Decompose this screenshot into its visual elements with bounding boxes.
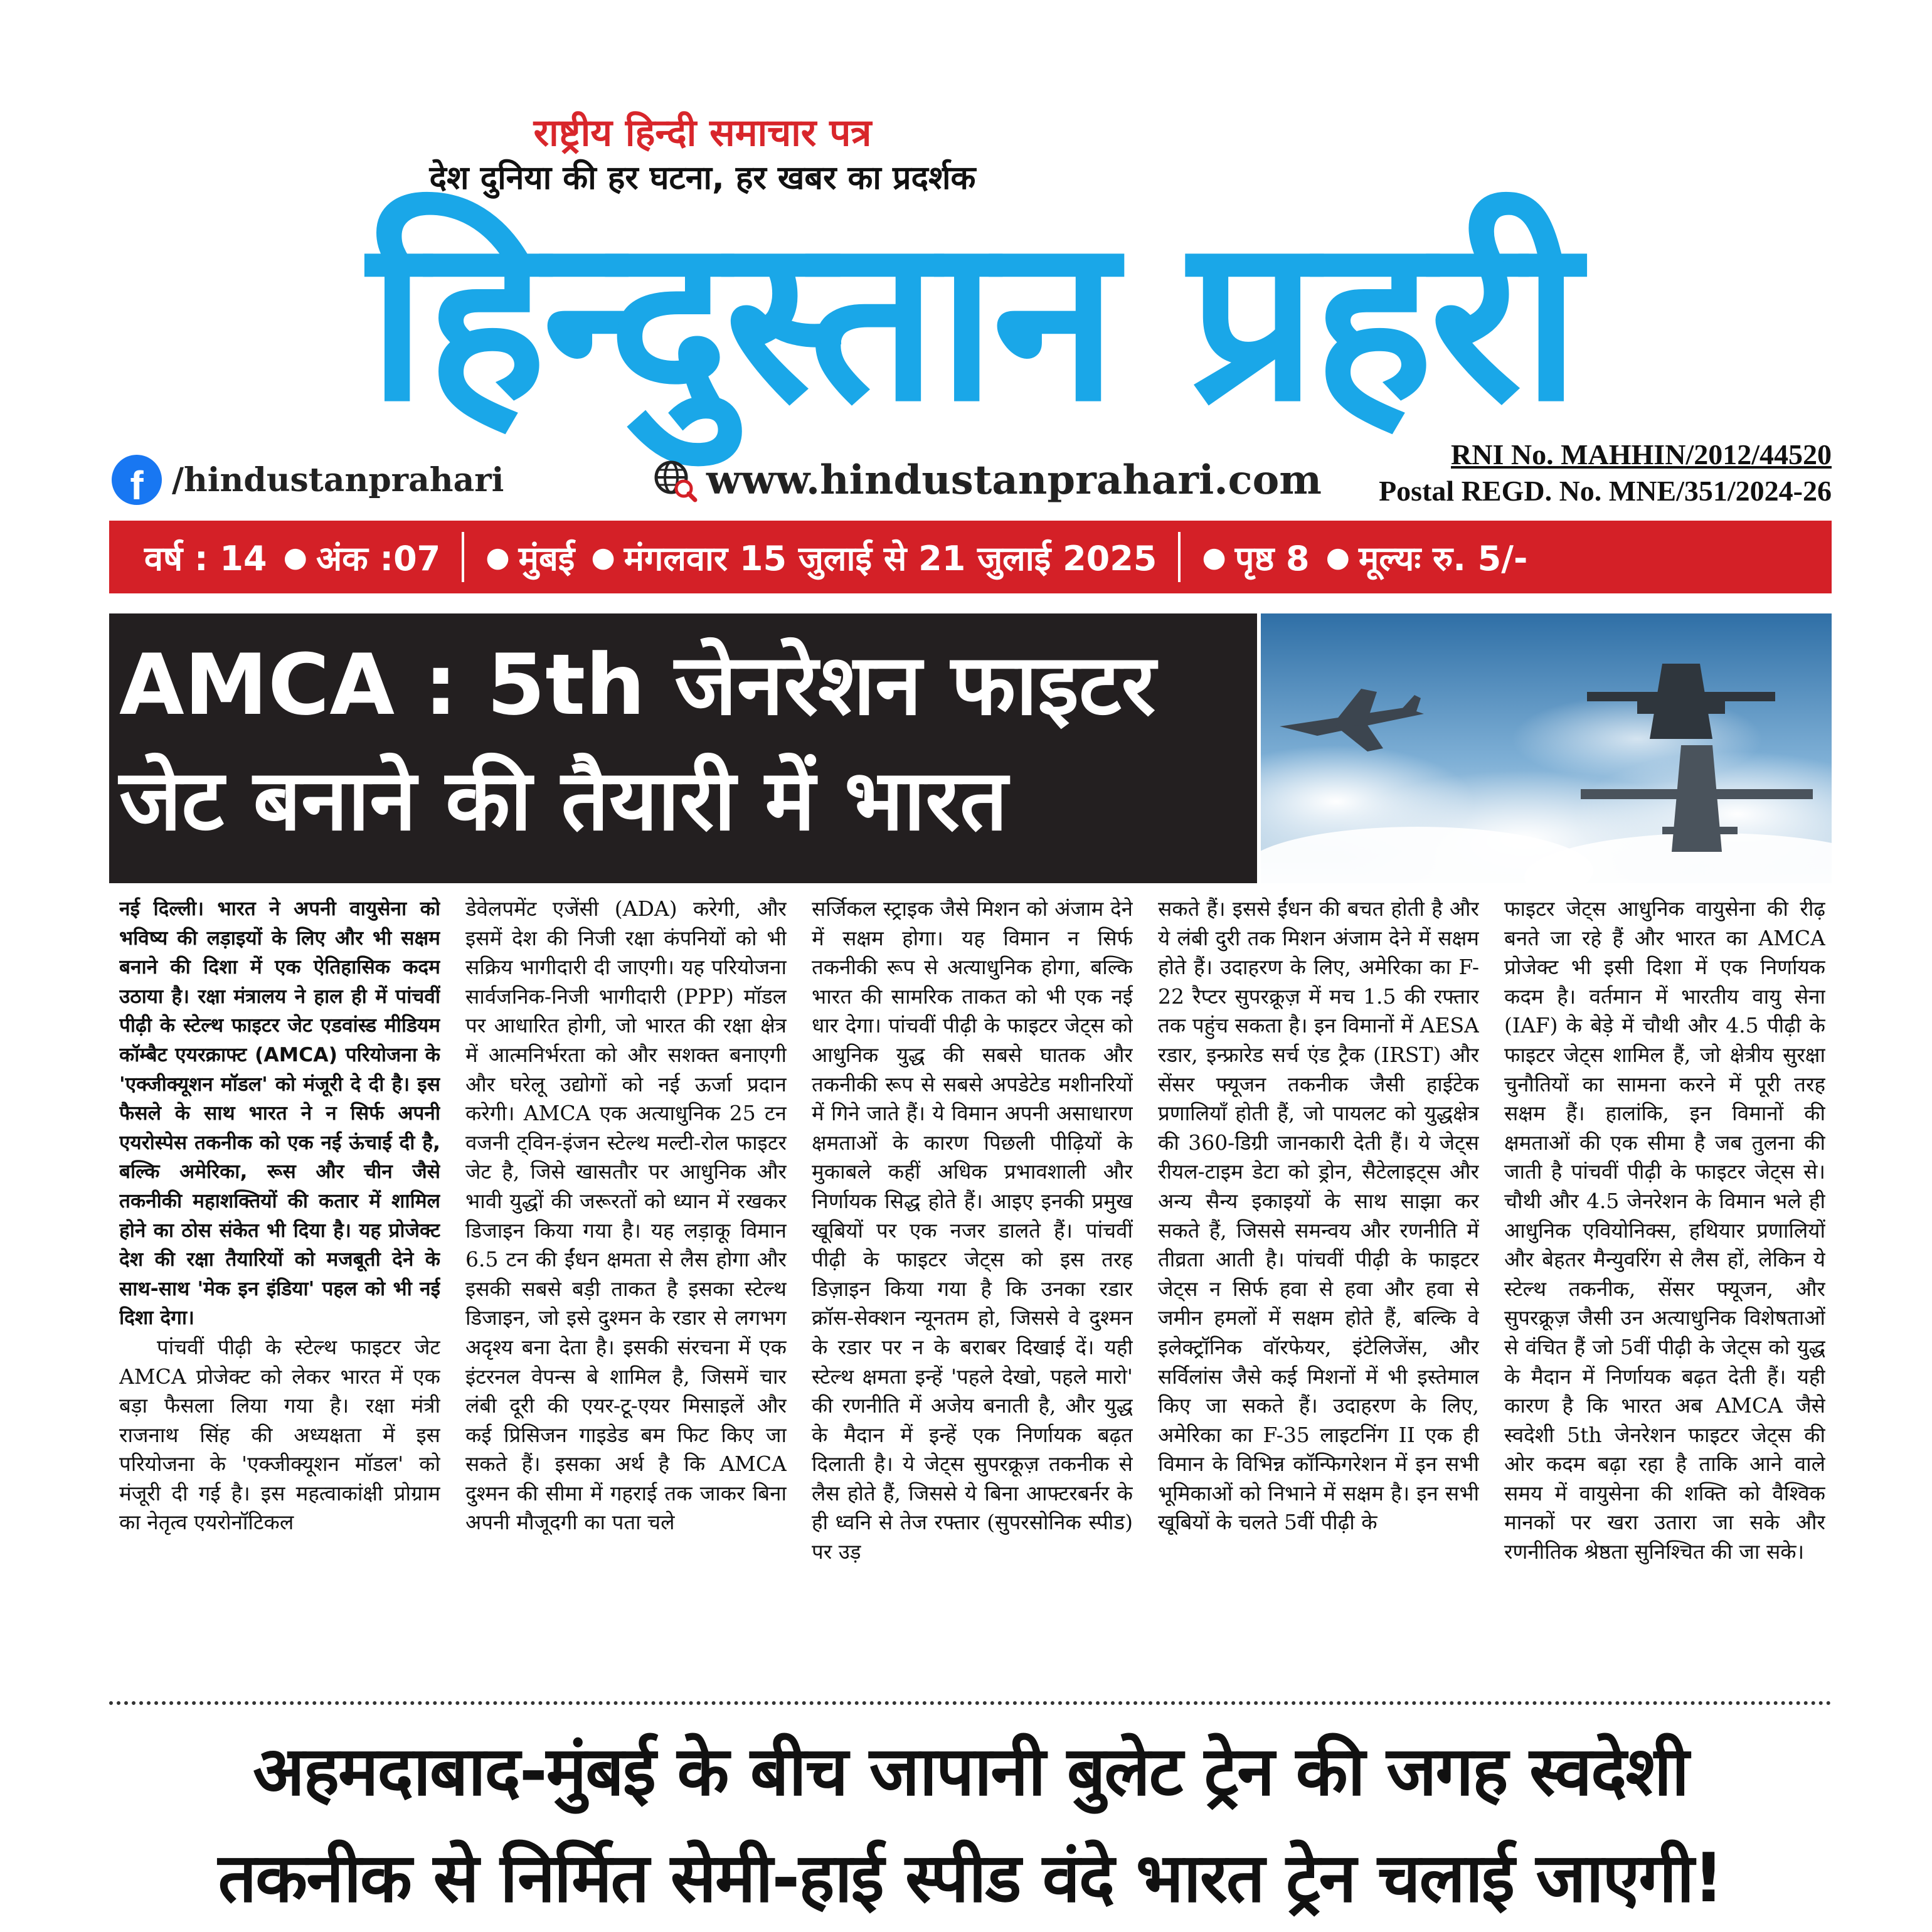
main-headline xyxy=(119,627,1255,858)
article-column-1 xyxy=(119,894,440,1686)
facebook-handle[interactable] xyxy=(112,452,504,508)
article-paragraph: सर्जिकल स्ट्राइक जैसे मिशन को अंजाम देने में सक्षम होगा। यह विमान न सिर्फ तकनीकी रूप से अत्याधुनिक होगा, बल्कि भारत की सामरिक ताकत को भी एक नई धार देगा। पांचवीं पीढ़ी के फाइटर जेट्स को आधुनिक युद्ध की सबसे घातक और तकनीकी रूप से सबसे अपडेटेड मशीनरियों में गिने जाते हैं। ये विमान अपनी असाधारण क्षमताओं के कारण पिछली पीढ़ियों के मुकाबले कहीं अधिक प्रभावशाली और निर्णायक सिद्ध होते हैं। आइए इनकी प्रमुख खूबियों पर एक नजर डालते हैं। पांचवीं पीढ़ी के फाइटर जेट्स को इस तरह डिज़ाइन किया गया है कि उनका रडार क्रॉस-सेक्शन न्यूनतम हो, जिससे वे दुश्मन के रडार पर न के बराबर दिखाई दें। यही स्टेल्थ क्षमता इन्हें 'पहले देखो, पहले मारो' की रणनीति में अजेय बनाती है, और युद्ध के मैदान में इन्हें एक निर्णायक बढ़त दिलाती है। ये जेट्स सुपरक्रूज़ तकनीक से लैस होते हैं, जिससे ये बिना आफ्टरबर्नर के ही ध्वनि से तेज रफ्तार (सुपरसोनिक स्पीड) पर उड़ xyxy=(812,896,1133,1564)
bullet-icon: ● xyxy=(283,541,307,573)
globe-search-icon xyxy=(652,457,698,502)
issue-label: अंक :07 xyxy=(316,539,441,578)
pages-label: पृष्ठ 8 xyxy=(1234,539,1310,578)
section-divider xyxy=(109,1701,1832,1705)
article-paragraph: पांचवीं पीढ़ी के स्टेल्थ फाइटर जेट AMCA प्रोजेक्ट को लेकर भारत में एक बड़ा फैसला लिया गया है। रक्षा मंत्री राजनाथ सिंह की अध्यक्षता में इस परियोजना के 'एक्जीक्यूशन मॉडल' को मंजूरी दी गई है। इस महत्वाकांक्षी प्रोग्राम का नेतृत्व एयरोनॉटिकल xyxy=(119,1334,440,1535)
price-label: मूल्यः रु. 5/- xyxy=(1359,539,1528,578)
rni-number: RNI No. MAHHIN/2012/44520 xyxy=(1451,438,1832,470)
article-paragraph: डेवेलपमेंट एजेंसी (ADA) करेगी, और इसमें देश की निजी रक्षा कंपनियों को भी सक्रिय भागीदारी दी जाएगी। यह परियोजना सार्वजनिक-निजी भागीदारी (PPP) मॉडल पर आधारित होगी, जो भारत की रक्षा क्षेत्र में आत्मनिर्भरता को और सशक्त बनाएगी और घरेलू उद्योगों को नई ऊर्जा प्रदान करेगी। AMCA एक अत्याधुनिक 25 टन वजनी ट्विन-इंजन स्टेल्थ मल्टी-रोल फाइटर जेट है, जिसे खासतौर पर आधुनिक और भावी युद्धों की जरूरतों को ध्यान में रखकर डिजाइन किया गया है। यह लड़ाकू विमान 6.5 टन की ईंधन क्षमता से लैस होगा और इसकी सबसे बड़ी ताकत है इसका स्टेल्थ डिजाइन, जो इसे दुश्मन के रडार से लगभग अदृश्य बना देता है। इसकी संरचना में एक इंटरनल वेपन्स बे शामिल है, जिसमें चार लंबी दूरी की एयर-टू-एयर मिसाइलें और कई प्रिसिजन गाइडेड बम फिट किए जा सकते हैं। इसका अर्थ है कि AMCA दुश्मन की सीमा में गहराई तक जाकर बिना अपनी मौजूदगी का पता चले xyxy=(465,896,787,1535)
city-label: मुंबई xyxy=(518,539,575,578)
main-headline-line1: AMCA : 5th जेनरेशन फाइटर xyxy=(119,636,1156,734)
bullet-icon: ● xyxy=(591,541,615,573)
fighter-jets-photo xyxy=(1261,613,1832,883)
article-column-4 xyxy=(1158,894,1479,1686)
masthead-subtagline: देश दुनिया की हर घटना, हर खबर का प्रदर्शक xyxy=(429,159,976,197)
article-body xyxy=(119,894,1825,1685)
facebook-icon: f xyxy=(112,455,162,505)
article-paragraph: फाइटर जेट्स आधुनिक वायुसेना की रीढ़ बनते जा रहे हैं और भारत का AMCA प्रोजेक्ट भी इसी दिशा में एक निर्णायक कदम है। वर्तमान में भारतीय वायु सेना (IAF) के बेड़े में चौथी और 4.5 पीढ़ी के फाइटर जेट्स शामिल हैं, जो क्षेत्रीय सुरक्षा चुनौतियों का सामना करने में पूरी तरह सक्षम हैं। हालांकि, इन विमानों की क्षमताओं की एक सीमा है जब तुलना की जाती है पांचवीं पीढ़ी के फाइटर जेट्स से। चौथी और 4.5 जेनरेशन के विमान भले ही आधुनिक एवियोनिक्स, हथियार प्रणालियों और बेहतर मैन्युवरिंग से लैस हों, लेकिन ये स्टेल्थ तकनीक, सेंसर फ्यूजन, और सुपरक्रूज़ जैसी उन अत्याधुनिक विशेषताओं से वंचित हैं जो 5वीं पीढ़ी के जेट्स को युद्ध के मैदान में निर्णायक बढ़त देती हैं। यही कारण है कि भारत अब AMCA जैसे स्वदेशी 5th जेनरेशन फाइटर जेट्स की ओर कदम बढ़ा रहा है ताकि आने वाले समय में वायुसेना की शक्ति को वैश्विक मानकों पर खरा उतारा जा सके और रणनीतिक श्रेष्ठता सुनिश्चित की जा सके। xyxy=(1504,896,1825,1564)
article-column-5 xyxy=(1504,894,1825,1686)
issue-info-strip xyxy=(109,521,1832,593)
website-link[interactable] xyxy=(652,452,1322,508)
website-text: www.hindustanprahari.com xyxy=(706,456,1322,504)
year-label: वर्ष : 14 xyxy=(144,539,267,578)
article-column-2 xyxy=(465,894,787,1686)
article-lead: नई दिल्ली। भारत ने अपनी वायुसेना को भविष्य की लड़ाइयों के लिए और भी सक्षम बनाने की दिशा में एक ऐतिहासिक कदम उठाया है। रक्षा मंत्रालय ने हाल ही में पांचवीं पीढ़ी के स्टेल्थ फाइटर जेट एडवांस्ड मीडियम कॉम्बैट एयरक्राफ्ट (AMCA) परियोजना के 'एक्जीक्यूशन मॉडल' को मंजूरी दे दी है। इस फैसले के साथ भारत ने न सिर्फ अपनी एयरोस्पेस तकनीक को एक नई ऊंचाई दी है, बल्कि अमेरिका, रूस और चीन जैसे तकनीकी महाशक्तियों की कतार में शामिल होने का ठोस संकेत भी दिया है। यह प्रोजेक्ट देश की रक्षा तैयारियों को मजबूती देने के साथ-साथ 'मेक इन इंडिया' पहल को भी नई दिशा देगा। xyxy=(119,898,440,1330)
article-column-3 xyxy=(812,894,1133,1686)
bullet-icon: ● xyxy=(1202,541,1226,573)
bullet-icon: ● xyxy=(1325,541,1351,573)
bullet-icon: ● xyxy=(486,541,510,573)
divider xyxy=(462,532,464,582)
newspaper-title: हिन्दुस्तान प्रहरी xyxy=(368,188,1577,451)
registration-block xyxy=(1379,437,1832,509)
bottom-headline-line1: अहमदाबाद-मुंबई के बीच जापानी बुलेट ट्रेन की जगह स्वदेशी xyxy=(253,1733,1688,1811)
article-paragraph: सकते हैं। इससे ईंधन की बचत होती है और ये लंबी दुरी तक मिशन अंजाम देने में सक्षम होते हैं। उदाहरण के लिए, अमेरिका का F-22 रैप्टर सुपरक्रूज़ में मच 1.5 की रफ्तार तक पहुंच सकता है। इन विमानों में AESA रडार, इन्फ्रारेड सर्च एंड ट्रैक (IRST) और सेंसर फ्यूजन तकनीक जैसी हाईटेक प्रणालियाँ होती हैं, जो पायलट को युद्धक्षेत्र की 360-डिग्री जानकारी देती हैं। ये जेट्स रीयल-टाइम डेटा को ड्रोन, सैटेलाइट्स और अन्य सैन्य इकाइयों के साथ साझा कर सकते हैं, जिससे समन्वय और रणनीति में तीव्रता आती है। पांचवीं पीढ़ी के फाइटर जेट्स न सिर्फ हवा से हवा और हवा से जमीन हमलों में सक्षम होते हैं, बल्कि वे इलेक्ट्रॉनिक वॉरफेयर, इंटेलिजेंस, और सर्विलांस जैसे कई मिशनों में भी इस्तेमाल किए जा सकते हैं। उदाहरण के लिए, अमेरिका का F-35 लाइटनिंग II एक ही विमान के विभिन्न कॉन्फिगरेशन में इन सभी भूमिकाओं को निभाने में सक्षम है। इन सभी खूबियों के चलते 5वीं पीढ़ी के xyxy=(1158,896,1479,1535)
date-label: मंगलवार 15 जुलाई से 21 जुलाई 2025 xyxy=(624,539,1157,578)
masthead-tagline: राष्ट्रीय हिन्दी समाचार पत्र xyxy=(533,111,872,155)
facebook-handle-text: /hindustanprahari xyxy=(172,460,504,499)
bottom-headline-line2: तकनीक से निर्मित सेमी-हाई स्पीड वंदे भारत ट्रेन चलाई जाएगी! xyxy=(218,1839,1723,1918)
main-headline-line2: जेट बनाने की तैयारी में भारत xyxy=(119,751,1008,849)
postal-registration: Postal REGD. No. MNE/351/2024-26 xyxy=(1379,475,1832,507)
divider xyxy=(1178,532,1181,582)
bottom-headline xyxy=(109,1719,1832,1932)
